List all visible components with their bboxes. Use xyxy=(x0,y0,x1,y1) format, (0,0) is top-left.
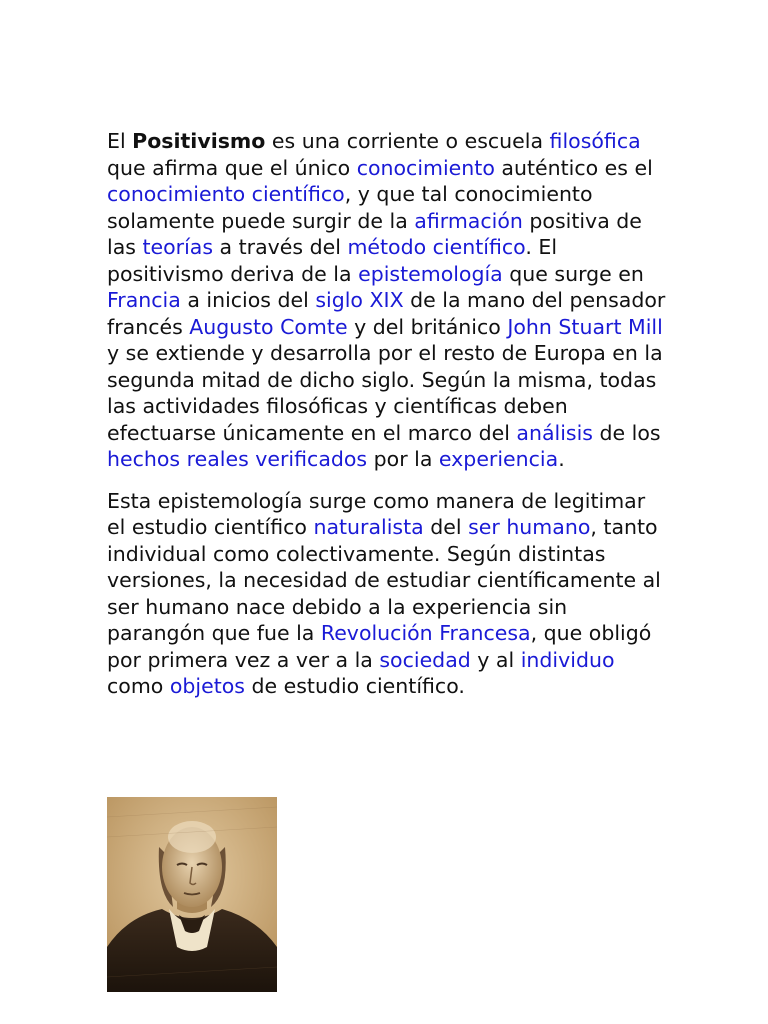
link-experiencia[interactable]: experiencia xyxy=(438,447,559,471)
text-run: , tanto individual como colectivamente. Según distintas versiones, la necesidad de estudiar científicamente al ser humano nace debido a la experiencia sin parangón que fue la xyxy=(107,515,661,645)
text-run: que afirma que el único xyxy=(107,155,357,180)
link-francia[interactable]: Francia xyxy=(107,288,181,312)
text-run: y se extiende y desarrolla por el resto de Europa en la segunda mitad de dicho siglo. Según la misma, todas las actividades filosóficas y científicas deben efectuarse únicamente en el marco del xyxy=(107,341,663,445)
link-siglo-xix[interactable]: siglo XIX xyxy=(315,288,404,312)
portrait-engraving xyxy=(107,797,277,992)
text-run: positiva de las xyxy=(107,208,642,259)
link-ser-humano[interactable]: ser humano xyxy=(468,515,591,539)
text-run: . El positivismo deriva de la xyxy=(107,235,558,286)
text-run: , que obligó por primera vez a ver a la xyxy=(107,621,652,672)
link-individuo[interactable]: individuo xyxy=(520,647,615,672)
text-run: que surge en xyxy=(502,261,644,286)
article-body xyxy=(107,128,669,715)
text-run: . xyxy=(558,447,565,471)
text-run: es una corriente o escuela xyxy=(265,129,550,153)
link-conocimiento[interactable]: conocimiento xyxy=(356,155,495,180)
link-teorias[interactable]: teorías xyxy=(142,235,214,259)
link-hechos-reales-verificados[interactable]: hechos reales verificados xyxy=(107,447,368,471)
link-naturalista[interactable]: naturalista xyxy=(313,515,424,539)
text-run: a través del xyxy=(213,235,348,259)
text-run: auténtico es el xyxy=(494,155,653,180)
text-run: como xyxy=(107,674,170,698)
link-sociedad[interactable]: sociedad xyxy=(379,647,471,672)
link-revolucion-francesa[interactable]: Revolución Francesa xyxy=(320,621,531,645)
text-run: , y que tal conocimiento solamente puede surgir de la xyxy=(107,182,593,233)
text-run: Esta epistemología surge como manera de legitimar el estudio científico xyxy=(107,488,646,539)
text-run: del xyxy=(423,515,469,539)
text-run: a inicios del xyxy=(180,288,316,312)
link-afirmacion[interactable]: afirmación xyxy=(414,208,523,233)
paragraph-intro xyxy=(107,128,669,473)
text-run: y al xyxy=(470,647,521,672)
text-run: de la mano del pensador francés xyxy=(107,288,666,339)
link-conocimiento-cientifico[interactable]: conocimiento científico xyxy=(107,182,345,206)
text-run: por la xyxy=(367,447,439,471)
text-run: El xyxy=(107,129,133,153)
link-analisis[interactable]: análisis xyxy=(516,420,593,445)
text-run: de estudio científico. xyxy=(244,674,465,698)
term-positivismo: Positivismo xyxy=(132,129,266,153)
link-objetos[interactable]: objetos xyxy=(169,674,245,698)
link-john-stuart-mill[interactable]: John Stuart Mill xyxy=(507,314,663,339)
text-run: de los xyxy=(593,420,661,445)
link-filosofica[interactable]: filosófica xyxy=(549,129,641,153)
paragraph-epistemology xyxy=(107,488,669,700)
portrait-image xyxy=(107,797,277,992)
link-epistemologia[interactable]: epistemología xyxy=(358,261,503,286)
text-run: y del británico xyxy=(347,314,508,339)
link-metodo-cientifico[interactable]: método científico xyxy=(347,235,526,259)
link-augusto-comte[interactable]: Augusto Comte xyxy=(189,314,348,339)
